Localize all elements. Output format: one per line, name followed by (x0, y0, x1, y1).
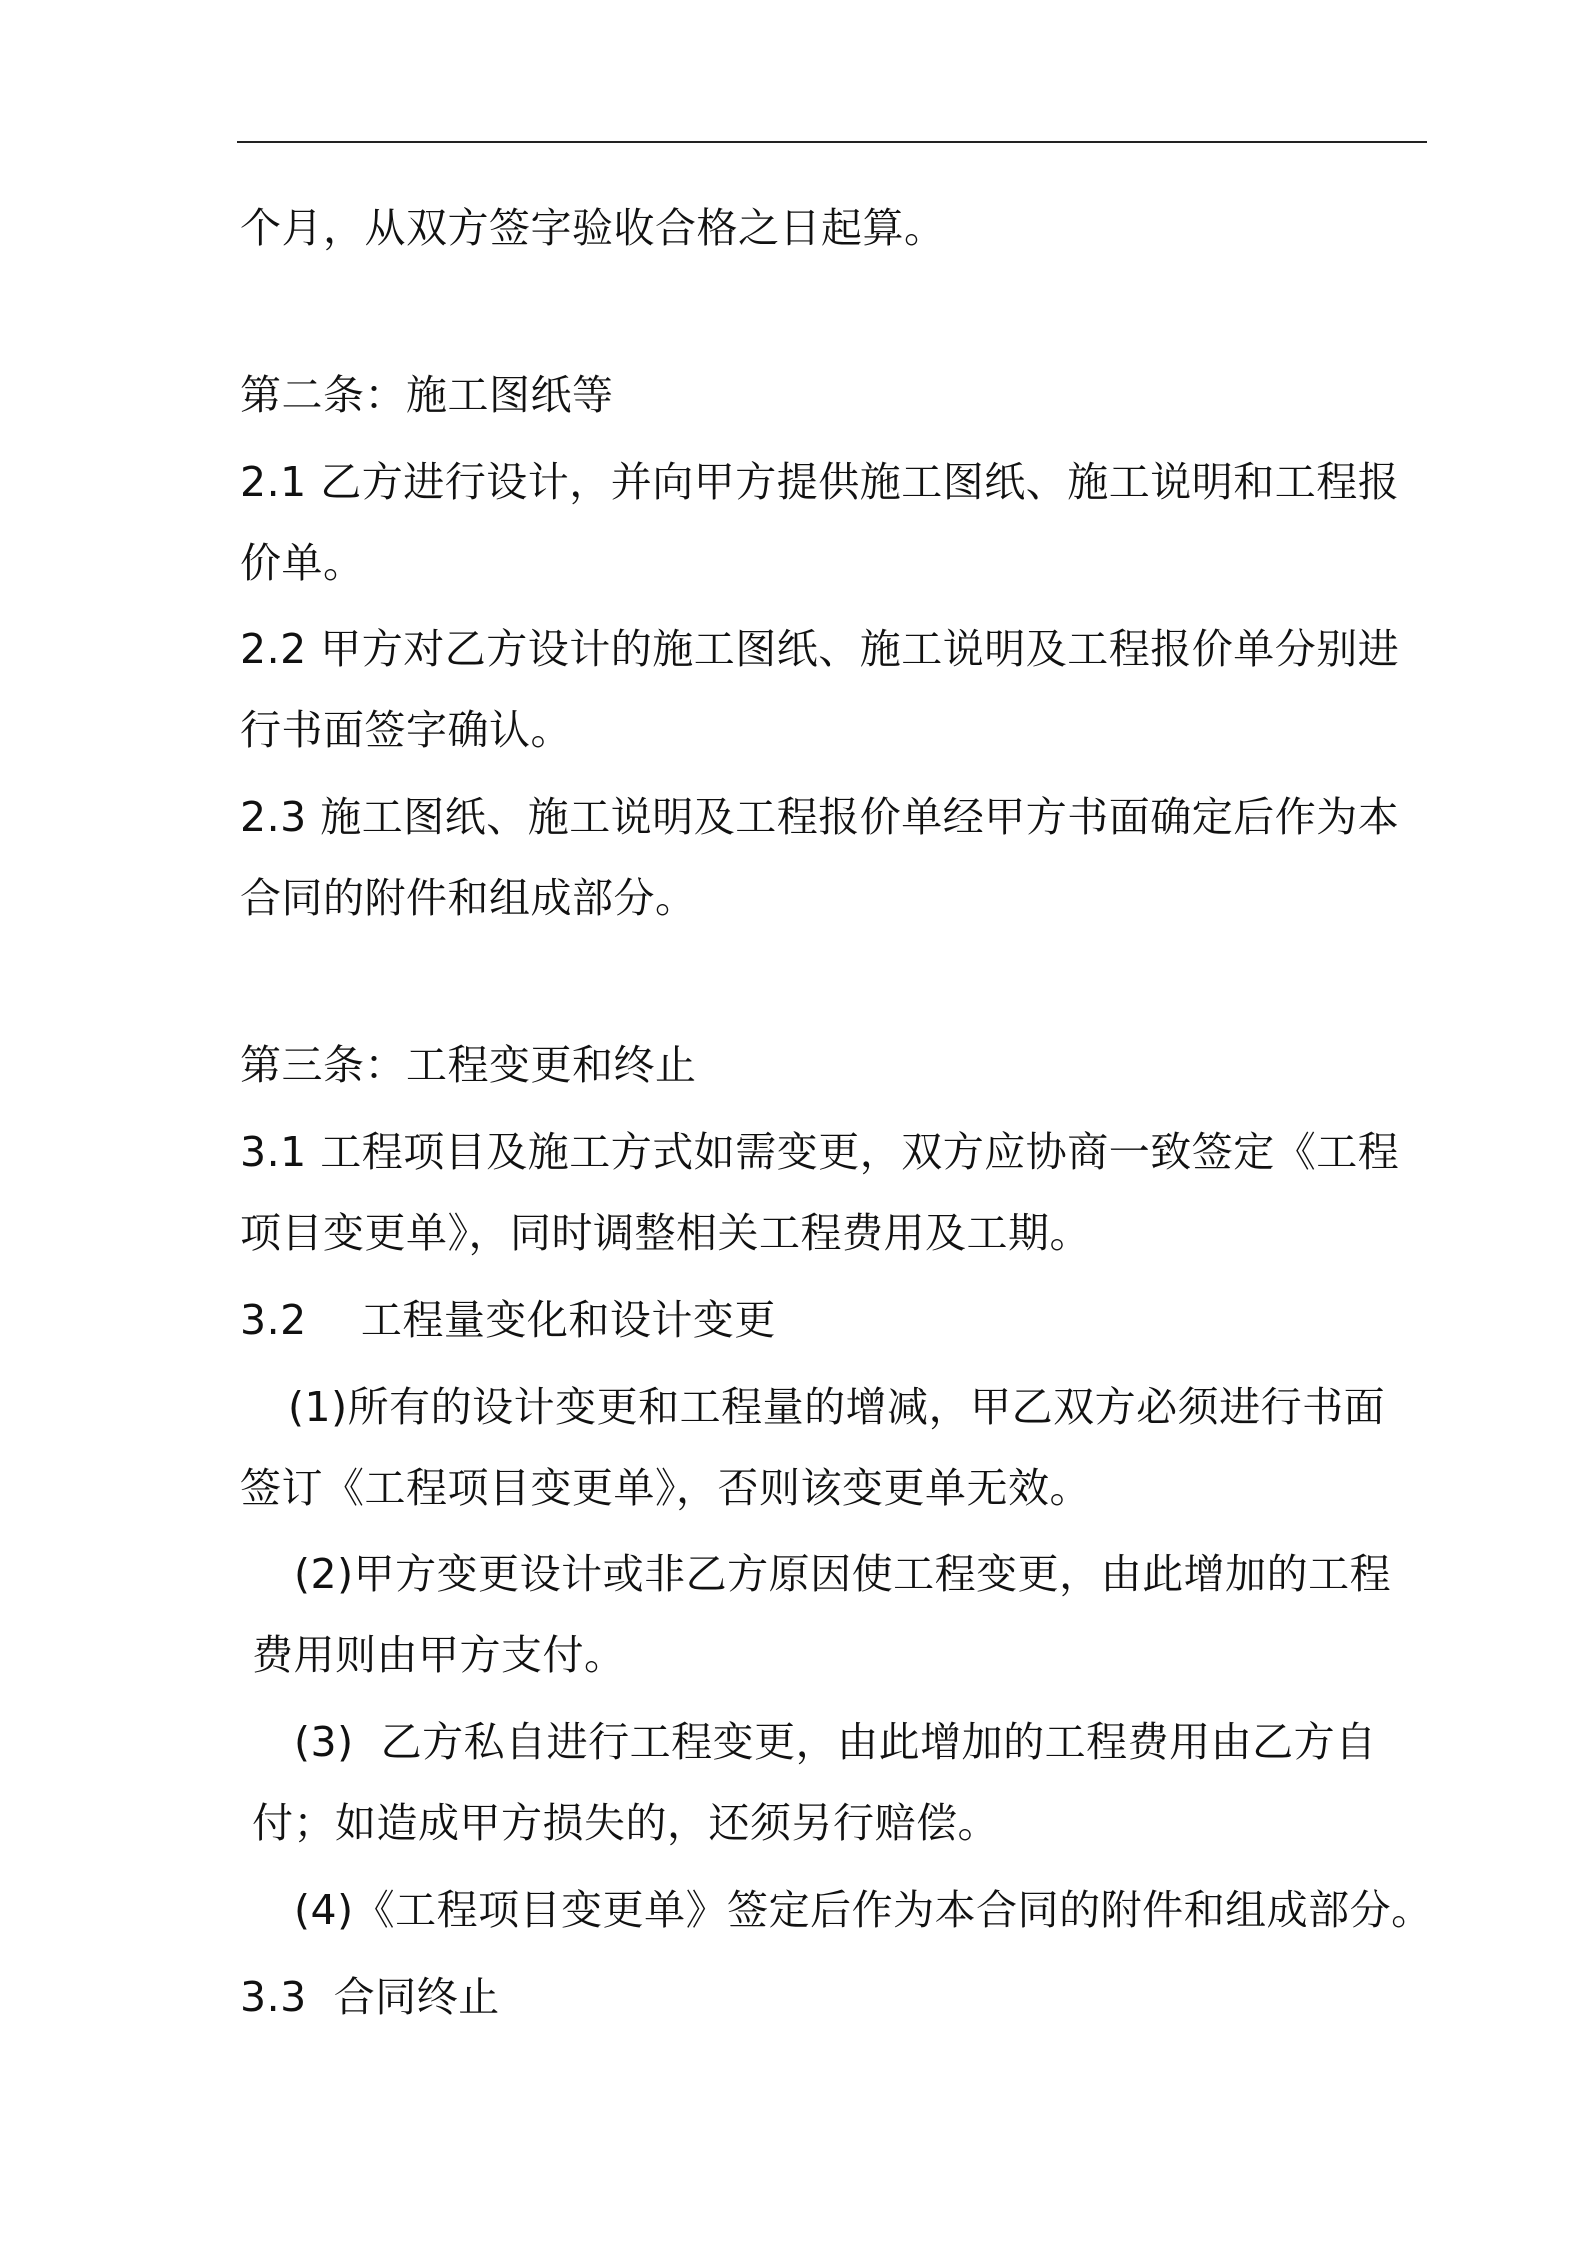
item-3-line-2: 付；如造成甲方损失的，还须另行赔偿。 (252, 1799, 999, 1847)
section-2-heading: 第二条：施工图纸等 (240, 371, 614, 419)
section-3-heading: 第三条：工程变更和终止 (240, 1041, 697, 1089)
item-4: (4)《工程项目变更单》签定后作为本合同的附件和组成部分。 (294, 1886, 1433, 1934)
clause-3-1-line-1: 3.1 工程项目及施工方式如需变更，双方应协商一致签定《工程 (240, 1128, 1400, 1176)
item-1-line-1: (1)所有的设计变更和工程量的增减，甲乙双方必须进行书面 (288, 1383, 1386, 1431)
item-1-line-2: 签订《工程项目变更单》，否则该变更单无效。 (240, 1464, 1091, 1512)
continuation-text: 个月，从双方签字验收合格之日起算。 (240, 204, 946, 252)
header-rule (237, 141, 1427, 143)
item-2-line-2: 费用则由甲方支付。 (252, 1631, 626, 1679)
clause-3-1-line-2: 项目变更单》，同时调整相关工程费用及工期。 (240, 1209, 1091, 1257)
item-3-line-1: (3) 乙方私自进行工程变更，由此增加的工程费用由乙方自 (294, 1718, 1377, 1766)
item-2-line-1: (2)甲方变更设计或非乙方原因使工程变更，由此增加的工程 (294, 1550, 1392, 1598)
clause-2-1-line-1: 2.1 乙方进行设计，并向甲方提供施工图纸、施工说明和工程报 (240, 458, 1400, 506)
clause-2-3-line-2: 合同的附件和组成部分。 (240, 874, 697, 922)
clause-2-1-line-2: 价单。 (240, 539, 365, 587)
clause-3-3: 3.3 合同终止 (240, 1973, 500, 2021)
clause-2-3-line-1: 2.3 施工图纸、施工说明及工程报价单经甲方书面确定后作为本 (240, 793, 1400, 841)
clause-3-2: 3.2 工程量变化和设计变更 (240, 1296, 776, 1344)
clause-2-2-line-1: 2.2 甲方对乙方设计的施工图纸、施工说明及工程报价单分别进 (240, 625, 1400, 673)
clause-2-2-line-2: 行书面签字确认。 (240, 706, 572, 754)
